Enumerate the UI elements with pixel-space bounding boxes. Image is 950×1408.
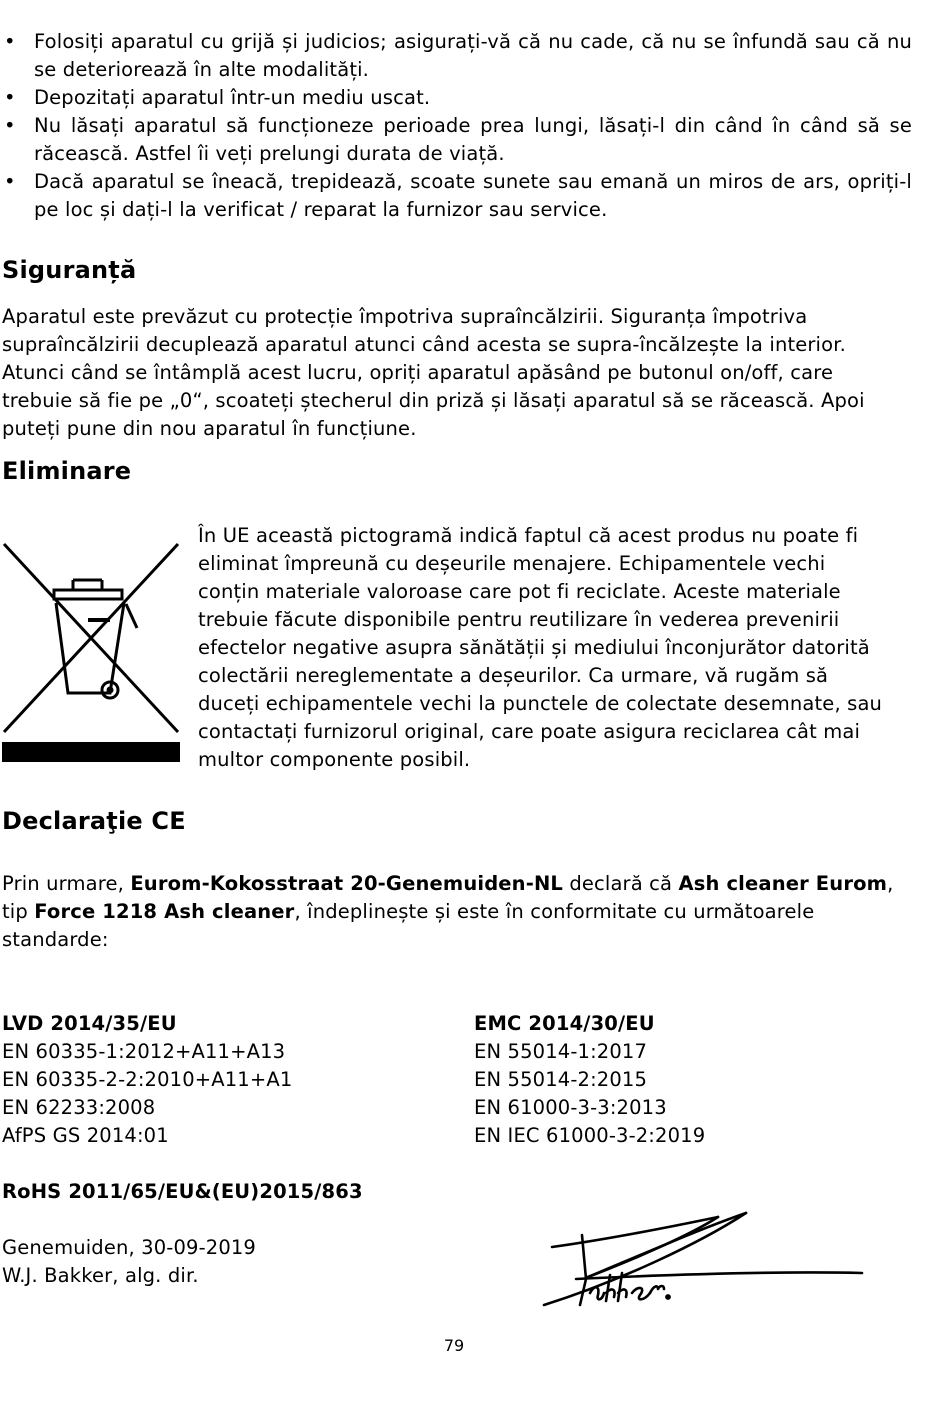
bullet-symbol: •: [4, 86, 16, 109]
place-date: Genemuiden, 30-09-2019: [2, 1236, 256, 1259]
standard-item: EN 60335-1:2012+A11+A13: [2, 1040, 286, 1063]
disposal-heading: Eliminare: [2, 457, 132, 485]
product-model: Force 1218 Ash cleaner: [34, 900, 295, 923]
list-item: [0, 168, 912, 224]
company-address: Eurom-Kokosstraat 20-Genemuiden-NL: [130, 872, 563, 895]
emc-standards: [474, 1010, 705, 1150]
declaration-text: declară că: [563, 872, 679, 895]
ce-heading: Declaraţie CE: [2, 807, 186, 835]
handwritten-signature: [540, 1205, 870, 1315]
ce-declaration: [2, 870, 902, 954]
declaration-text: , tip: [2, 872, 894, 923]
standard-item: EN 62233:2008: [2, 1096, 156, 1119]
list-item: [0, 84, 912, 112]
emc-title: EMC 2014/30/EU: [474, 1012, 655, 1035]
bullet-text: Nu lăsați aparatul să funcționeze perioade prea lungi, lăsați-l din când în când să se răcească. Astfel îi veți prelungi durata de viață.: [34, 114, 912, 165]
care-instructions-list: [0, 28, 912, 224]
signer-name: W.J. Bakker, alg. dir.: [2, 1264, 199, 1287]
page-number: 79: [443, 1336, 465, 1355]
list-item: [0, 112, 912, 168]
rohs-standard: RoHS 2011/65/EU&(EU)2015/863: [2, 1180, 363, 1203]
lvd-title: LVD 2014/35/EU: [2, 1012, 177, 1035]
bullet-symbol: •: [4, 30, 16, 53]
standard-item: EN 61000-3-3:2013: [474, 1096, 667, 1119]
bullet-symbol: •: [4, 170, 16, 193]
safety-heading: Siguranță: [2, 256, 137, 284]
bullet-text: Depozitați aparatul într-un mediu uscat.: [34, 86, 431, 109]
product-name: Ash cleaner Eurom: [678, 872, 888, 895]
standard-item: EN 60335-2-2:2010+A11+A1: [2, 1068, 293, 1091]
standard-item: EN 55014-2:2015: [474, 1068, 648, 1091]
disposal-paragraph: În UE această pictogramă indică faptul că acest produs nu poate fi eliminat împreună cu deșeurile menajere. Echipamentele vechi conțin materiale valoroase care pot fi reciclate. Aceste materiale trebuie făcute disponibile pentru reutilizare în vederea prevenirii efectelor negative asupra sănătății și mediului înconjurător datorită colectării nereglementate a deșeurilor. Ca urmare, vă rugăm să duceți echipamentele vechi la punctele de colectate desemnate, sau contactați furnizorul original, care poate asigura reciclarea cât mai multor componente posibil.: [198, 524, 883, 771]
standard-item: AfPS GS 2014:01: [2, 1124, 169, 1147]
lvd-standards: [2, 1010, 292, 1150]
declaration-text: , îndeplinește și este în conformitate cu următoarele standarde:: [2, 900, 815, 951]
declaration-text: Prin urmare,: [2, 872, 131, 895]
list-item: [0, 28, 912, 84]
safety-paragraph: Aparatul este prevăzut cu protecție împotriva supraîncălzirii. Siguranța împotriva supraîncălzirii decuplează aparatul atunci când acesta se supra-încălzește la interior. Atunci când se întâmplă acest lucru, opriți aparatul apăsând pe butonul on/off, care trebuie să fie pe „0“, scoateți ștecherul din priză și lăsați aparatul să se răcească. Apoi puteți pune din nou aparatul în funcțiune.: [2, 305, 865, 440]
standard-item: EN IEC 61000-3-2:2019: [474, 1124, 706, 1147]
bullet-text: Folosiți aparatul cu grijă și judicios; asigurați-vă că nu cade, că nu se înfundă sau că nu se deteriorează în alte modalități.: [34, 30, 912, 81]
crossed-out-wheelie-bin-icon: [2, 528, 180, 762]
bullet-text: Dacă aparatul se îneacă, trepidează, scoate sunete sau emană un miros de ars, opriți-l pe loc și dați-l la verificat / reparat la furnizor sau service.: [34, 170, 912, 221]
bullet-symbol: •: [4, 114, 16, 137]
standard-item: EN 55014-1:2017: [474, 1040, 648, 1063]
